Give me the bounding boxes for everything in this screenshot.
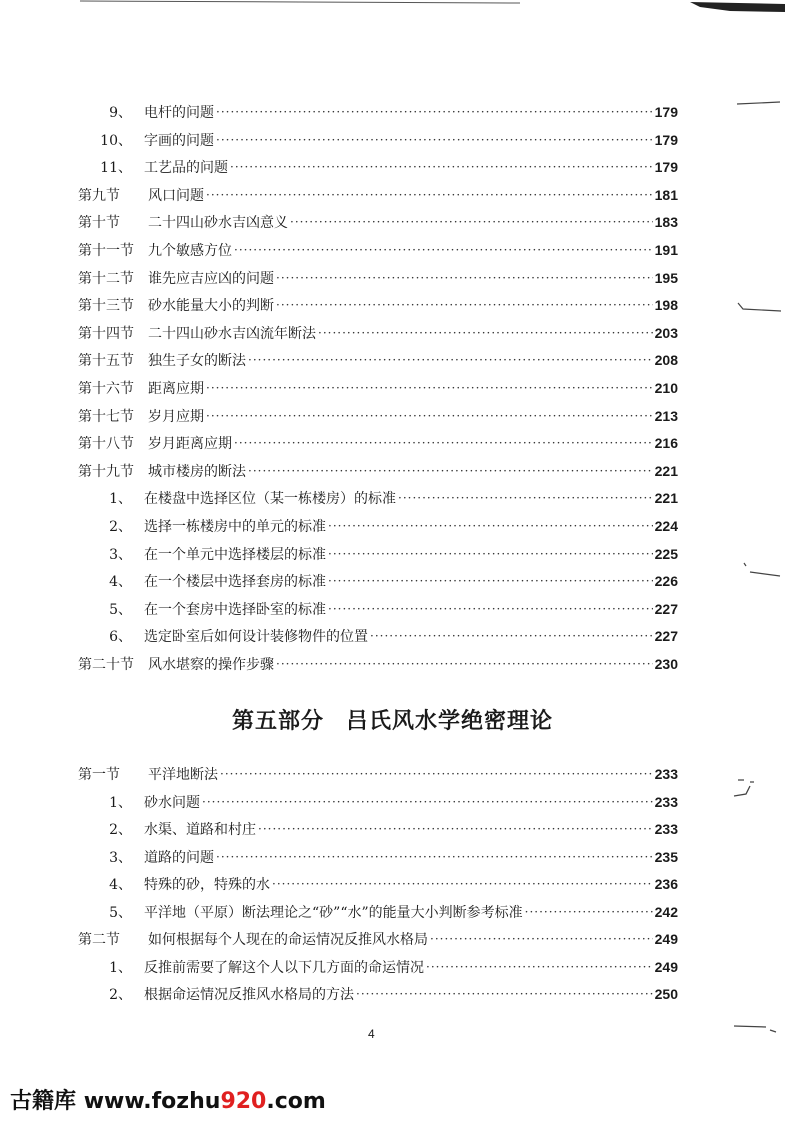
- toc-entry: [78, 211, 678, 233]
- toc-entry: [78, 901, 678, 923]
- toc-entry-number: 1、: [109, 959, 132, 976]
- toc-entry-number: 第十八节: [78, 436, 134, 453]
- toc-entry: [78, 184, 678, 206]
- toc-entry-title: 风水堪察的操作步骤: [148, 657, 274, 673]
- toc-entry: [78, 956, 678, 978]
- toc-entry-number: 第十五节: [78, 353, 134, 370]
- watermark-site-name: 古籍库: [10, 1089, 77, 1114]
- toc-entry-number: 5、: [109, 601, 132, 618]
- dot-leader: [328, 570, 653, 592]
- toc-entry-page: 216: [654, 435, 678, 452]
- scan-mark: [735, 300, 785, 316]
- toc-entry-number: 第十六节: [78, 381, 134, 397]
- toc-entry: [78, 101, 678, 123]
- toc-entry-page: 224: [654, 518, 678, 534]
- toc-entry-page: 179: [654, 104, 678, 120]
- dot-leader: [216, 101, 653, 123]
- dot-leader: [398, 487, 653, 509]
- toc-entry-title: 在楼盘中选择区位（某一栋楼房）的标准: [144, 491, 396, 508]
- page-number: 4: [368, 1027, 375, 1041]
- toc-entry-title: 根据命运情况反推风水格局的方法: [144, 987, 354, 1003]
- toc-entry: [78, 515, 678, 537]
- toc-entry-number: 5、: [109, 904, 132, 921]
- toc-entry-page: 221: [654, 462, 678, 479]
- dot-leader: [216, 129, 653, 151]
- dot-leader: [258, 818, 653, 840]
- dot-leader: [220, 763, 653, 785]
- dot-leader: [206, 377, 653, 399]
- toc-entry-page: 191: [654, 242, 678, 258]
- toc-entry-title: 平洋地（平原）断法理论之“砂”“水”的能量大小判断参考标准: [144, 904, 523, 921]
- toc-entry-number: 第二十节: [78, 657, 134, 673]
- toc-entry-number: 第十一节: [78, 243, 134, 259]
- toc-entry-number: 1、: [109, 491, 132, 508]
- toc-entry-page: 203: [654, 324, 678, 341]
- toc-entry-title: 工艺品的问题: [144, 160, 228, 177]
- toc-entry-page: 236: [654, 876, 678, 892]
- toc-entry-page: 227: [654, 628, 678, 645]
- toc-entry-title: 平洋地断法: [148, 767, 218, 783]
- toc-entry: [78, 570, 678, 592]
- scan-mark: [740, 560, 785, 580]
- toc-entry-page: 233: [654, 793, 678, 810]
- toc-entry-page: 208: [654, 352, 678, 369]
- toc-entry-page: 225: [654, 545, 678, 562]
- toc-entry: [78, 129, 678, 151]
- dot-leader: [230, 156, 653, 178]
- scan-edge-top: [0, 0, 785, 14]
- toc-entry-title: 距离应期: [148, 381, 204, 397]
- dot-leader: [206, 405, 653, 427]
- scan-mark: [735, 98, 785, 110]
- dot-leader: [276, 267, 653, 289]
- dot-leader: [328, 515, 653, 537]
- toc-entry-title: 二十四山砂水吉凶意义: [148, 215, 288, 232]
- dot-leader: [248, 349, 653, 371]
- toc-entry-number: 第九节: [78, 187, 120, 204]
- toc-entry-page: 250: [654, 986, 678, 1002]
- toc-entry-number: 第一节: [78, 767, 120, 783]
- toc-entry: [78, 846, 678, 868]
- toc-entry: [78, 487, 678, 509]
- toc-entry-title: 九个敏感方位: [148, 243, 232, 259]
- toc-entry-page: 242: [654, 903, 678, 920]
- toc-entry-title: 道路的问题: [144, 849, 214, 866]
- toc-entry-title: 选定卧室后如何设计装修物件的位置: [144, 629, 368, 646]
- toc-entry: [78, 349, 678, 371]
- dot-leader: [328, 598, 653, 620]
- toc-entry-number: 第十节: [78, 215, 120, 232]
- scan-mark: [730, 776, 770, 802]
- toc-entry-number: 11、: [100, 160, 132, 177]
- dot-leader: [328, 543, 653, 565]
- toc-entry-page: 179: [654, 159, 678, 176]
- toc-entry: [78, 983, 678, 1005]
- watermark-url-prefix: www.fozhu: [83, 1089, 221, 1114]
- watermark-url-suffix: .com: [266, 1089, 326, 1114]
- toc-entry: [78, 460, 678, 482]
- toc-entry-number: 4、: [109, 877, 132, 893]
- toc-entry-title: 岁月应期: [148, 408, 204, 425]
- toc-entry-page: 233: [654, 766, 678, 782]
- toc-entry-title: 水渠、道路和村庄: [144, 822, 256, 838]
- toc-entry-number: 2、: [109, 519, 132, 535]
- toc-entry-number: 6、: [109, 629, 132, 646]
- dot-leader: [202, 791, 653, 813]
- toc-entry-title: 砂水能量大小的判断: [148, 298, 274, 315]
- toc-entry-number: 9、: [109, 105, 132, 121]
- toc-entry: [78, 543, 678, 565]
- toc-entry-title: 砂水问题: [144, 794, 200, 811]
- toc-entry-page: 227: [654, 600, 678, 617]
- toc-entry-number: 1、: [109, 794, 132, 811]
- toc-entry-page: 181: [654, 186, 678, 203]
- dot-leader: [525, 901, 653, 923]
- dot-leader: [234, 239, 653, 261]
- toc-entry-number: 2、: [109, 987, 132, 1003]
- toc-entry: [78, 818, 678, 840]
- toc-entry-title: 字画的问题: [144, 132, 214, 149]
- toc-entry: [78, 432, 678, 454]
- toc-entry-title: 特殊的砂，特殊的水: [144, 877, 270, 893]
- toc-entry-number: 4、: [109, 574, 132, 591]
- dot-leader: [272, 873, 653, 895]
- toc-entry-title: 城市楼房的断法: [148, 463, 246, 480]
- part-number: 第五部分: [231, 709, 324, 734]
- toc-entry-number: 3、: [109, 849, 132, 866]
- toc-entry-title: 二十四山砂水吉凶流年断法: [148, 325, 316, 342]
- dot-leader: [318, 322, 653, 344]
- part-title: 吕氏风水学绝密理论: [346, 709, 554, 734]
- dot-leader: [356, 983, 653, 1005]
- toc-entry-number: 第十三节: [78, 298, 134, 315]
- toc-entry: [78, 322, 678, 344]
- toc-entry-title: 电杆的问题: [144, 105, 214, 121]
- toc-entry: [78, 791, 678, 813]
- watermark: [10, 1084, 326, 1115]
- toc-entry-title: 反推前需要了解这个人以下几方面的命运情况: [144, 959, 424, 976]
- dot-leader: [290, 211, 653, 233]
- toc-entry-page: 198: [654, 297, 678, 314]
- toc-entry: [78, 763, 678, 785]
- toc-entry-number: 第十七节: [78, 408, 134, 425]
- toc-entry: [78, 928, 678, 950]
- toc-entry-page: 230: [654, 656, 678, 672]
- toc-entry-title: 在一个单元中选择楼层的标准: [144, 546, 326, 563]
- dot-leader: [276, 294, 653, 316]
- toc-entry-title: 岁月距离应期: [148, 436, 232, 453]
- toc-entry-page: 249: [654, 931, 678, 947]
- toc-entry-page: 221: [654, 490, 678, 507]
- toc-entry-page: 249: [654, 958, 678, 975]
- dot-leader: [426, 956, 653, 978]
- toc-entry: [78, 653, 678, 675]
- toc-entry-number: 第十四节: [78, 325, 134, 342]
- toc-entry-page: 195: [654, 269, 678, 286]
- toc-entry: [78, 873, 678, 895]
- watermark-url-number: 920: [220, 1089, 267, 1114]
- toc-entry-title: 在一个套房中选择卧室的标准: [144, 601, 326, 618]
- toc-entry-title: 在一个楼层中选择套房的标准: [144, 574, 326, 591]
- toc-entry: [78, 405, 678, 427]
- toc-entry: [78, 625, 678, 647]
- toc-entry-number: 3、: [109, 546, 132, 563]
- dot-leader: [216, 846, 653, 868]
- dot-leader: [370, 625, 653, 647]
- dot-leader: [206, 184, 653, 206]
- toc-entry-number: 2、: [109, 822, 132, 838]
- toc-entry: [78, 156, 678, 178]
- toc-entry-page: 235: [654, 848, 678, 865]
- part-heading: [0, 704, 785, 735]
- toc-entry-title: 谁先应吉应凶的问题: [148, 270, 274, 287]
- dot-leader: [234, 432, 653, 454]
- toc-entry-number: 第二节: [78, 932, 120, 948]
- toc-entry: [78, 294, 678, 316]
- dot-leader: [276, 653, 653, 675]
- toc-entry-number: 第十九节: [78, 463, 134, 480]
- toc-entry-page: 226: [654, 573, 678, 590]
- toc-entry-page: 213: [654, 407, 678, 424]
- toc-entry-page: 233: [654, 821, 678, 837]
- dot-leader: [248, 460, 653, 482]
- scan-mark: [730, 1018, 785, 1038]
- toc-entry-page: 179: [654, 131, 678, 148]
- toc-entry-number: 10、: [100, 132, 132, 149]
- toc-entry-title: 选择一栋楼房中的单元的标准: [144, 519, 326, 535]
- dot-leader: [430, 928, 653, 950]
- toc-entry: [78, 267, 678, 289]
- toc-entry-title: 如何根据每个人现在的命运情况反推风水格局: [148, 932, 428, 948]
- toc-entry-number: 第十二节: [78, 270, 134, 287]
- toc-entry-title: 独生子女的断法: [148, 353, 246, 370]
- toc-entry: [78, 377, 678, 399]
- toc-entry: [78, 239, 678, 261]
- toc-entry: [78, 598, 678, 620]
- toc-entry-page: 183: [654, 214, 678, 231]
- toc-entry-page: 210: [654, 380, 678, 396]
- toc-entry-title: 风口问题: [148, 187, 204, 204]
